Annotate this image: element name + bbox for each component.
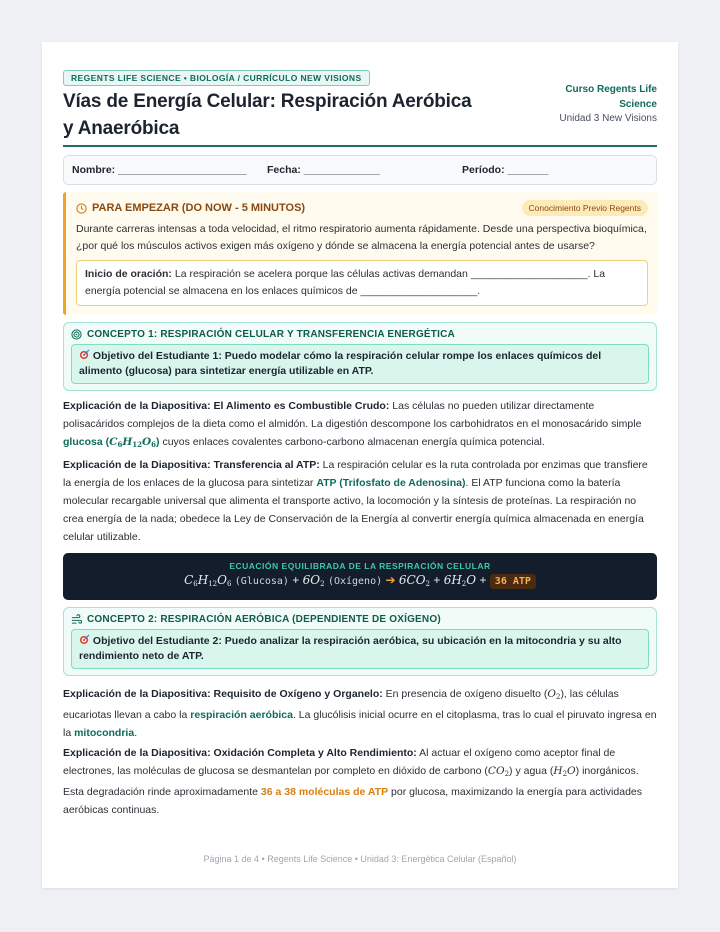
slide-2-heading: Explicación de la Diapositiva: Transferencia al ATP: bbox=[63, 459, 320, 471]
course-info bbox=[507, 82, 657, 142]
co2-formula: $CO_2$ bbox=[487, 765, 510, 778]
period-field[interactable]: Período: _______ bbox=[462, 164, 549, 176]
wind-icon bbox=[71, 614, 82, 625]
dart-target-icon bbox=[79, 349, 90, 360]
student-fields bbox=[63, 155, 657, 185]
slide-3-text-d: . bbox=[134, 727, 138, 739]
do-now-title-text: PARA EMPEZAR (DO NOW - 5 MINUTOS) bbox=[92, 202, 306, 214]
equation-label: ECUACIÓN EQUILIBRADA DE LA RESPIRACIÓN CELULAR bbox=[229, 561, 491, 571]
slide-4-text-b: ) y agua ( bbox=[509, 765, 554, 777]
objective-2-text: Objetivo del Estudiante 2: Puedo analizar la respiración aeróbica, su ubicación en la mitocondria y su alto rendimiento neto de ATP. bbox=[79, 635, 622, 662]
aerobic-respiration-term: respiración aeróbica bbox=[190, 709, 293, 721]
do-now-box bbox=[63, 192, 657, 315]
course-unit: Unidad 3 New Visions bbox=[559, 113, 657, 124]
eq-glucose-formula: $C_6H_{12}O_6$ bbox=[184, 573, 232, 588]
slide-3-heading: Explicación de la Diapositiva: Requisito de Oxígeno y Organelo: bbox=[63, 688, 383, 700]
concept-2-box bbox=[63, 607, 657, 676]
slide-1-text-a: Las células no pueden utilizar directamente polisacáridos complejos de la dieta como el almidón. La digestión descompone los carbohidratos en el monosacárido simple bbox=[63, 400, 642, 430]
slide-2-text-b: . El ATP funciona como la batería molecular recargable universal que alimenta el transporte activo, la locomoción y la síntesis de proteínas. La respiración no crea energía de la nada; obedece la Ley de Conservación de la Energía al convertir energía química almacenada en energía celular utilizable. bbox=[63, 477, 644, 543]
atp-term: ATP (Trifosfato de Adenosina) bbox=[316, 477, 466, 489]
concept-1-title-text: CONCEPTO 1: RESPIRACIÓN CELULAR Y TRANSFERENCIA ENERGÉTICA bbox=[87, 329, 455, 340]
slide-3-text-c: . La glucólisis inicial ocurre en el citoplasma, tras lo cual el piruvato ingresa en la bbox=[63, 709, 657, 739]
course-name-line2: Science bbox=[619, 99, 657, 110]
eq-oxygen-formula: $6O_2$ bbox=[302, 573, 325, 588]
sentence-starter[interactable] bbox=[76, 260, 648, 306]
course-name-line1: Curso Regents Life bbox=[565, 84, 657, 95]
respiration-equation-box bbox=[63, 553, 657, 600]
target-icon bbox=[71, 329, 82, 340]
slide-4-explanation bbox=[63, 744, 657, 819]
eq-glucose-name: (Glucosa) bbox=[234, 576, 289, 587]
page-footer: Página 1 de 4 • Regents Life Science • Unidad 3: Energética Celular (Español) bbox=[203, 854, 517, 864]
prior-knowledge-badge: Conocimiento Previo Regents bbox=[522, 200, 648, 216]
slide-1-text-b: cuyos enlaces covalentes carbono-carbono almacenan energía química potencial. bbox=[159, 436, 545, 448]
curriculum-tag: REGENTS LIFE SCIENCE • BIOLOGÍA / CURRÍCULO NEW VISIONS bbox=[63, 70, 370, 86]
slide-3-text-b: ), las células eucariotas llevan a cabo la bbox=[63, 688, 619, 721]
slide-2-text-a: La respiración celular es la ruta controlada por enzimas que transfiere la energía de los enlaces de la glucosa para sintetizar bbox=[63, 459, 648, 489]
starter-text: La respiración se acelera porque las células activas demandan ____________________. La energía potencial se almacena en los enlaces químicos de ____________________. bbox=[85, 268, 606, 297]
eq-water-formula: $6H_2O$ bbox=[443, 573, 477, 588]
do-now-prompt: Durante carreras intensas a toda velocidad, el ritmo respiratorio aumenta rápidamente. Desde una perspectiva bioquímica, ¿por qué los músculos activos exigen más oxígeno y dónde se almacena la energía potencial antes de usarse? bbox=[76, 223, 647, 252]
arrow-icon: ➔ bbox=[385, 573, 396, 587]
slide-3-explanation bbox=[63, 685, 657, 742]
objective-1 bbox=[71, 344, 649, 384]
concept-1-box bbox=[63, 322, 657, 391]
slide-3-text-a: En presencia de oxígeno disuelto ( bbox=[382, 688, 548, 700]
mitochondria-term: mitocondria bbox=[74, 727, 135, 739]
header-divider bbox=[63, 145, 657, 147]
objective-1-text: Objetivo del Estudiante 1: Puedo modelar cómo la respiración celular rompe los enlaces químicos del alimento (glucosa) para sintetizar energía utilizable en ATP. bbox=[79, 350, 602, 377]
glucose-term: glucosa $(C_6H_{12}O_6)$ bbox=[63, 436, 160, 449]
h2o-formula: $H_2O$ bbox=[553, 765, 576, 778]
slide-1-heading: Explicación de la Diapositiva: El Alimento es Combustible Crudo: bbox=[63, 400, 390, 412]
starter-label: Inicio de oración: bbox=[85, 268, 172, 280]
slide-4-text-d: por glucosa, maximizando la energía para actividades aeróbicas continuas. bbox=[63, 786, 643, 816]
worksheet-page bbox=[42, 42, 678, 888]
slide-4-text-a: Al actuar el oxígeno como aceptor final de electrones, las moléculas de glucosa se desmantelan por completo en dióxido de carbono ( bbox=[63, 747, 616, 777]
eq-co2-formula: $6CO_2$ bbox=[398, 573, 430, 588]
glucose-word: glucosa bbox=[63, 436, 103, 448]
page-title: Vías de Energía Celular: Respiración Aeróbica y Anaeróbica bbox=[63, 91, 472, 139]
concept-2-title bbox=[71, 614, 649, 625]
date-field[interactable]: Fecha: _____________ bbox=[267, 164, 380, 176]
objective-2 bbox=[71, 629, 649, 669]
do-now-title bbox=[76, 202, 305, 214]
name-field[interactable]: Nombre: ______________________ bbox=[72, 164, 247, 176]
dart-target-icon bbox=[79, 634, 90, 645]
concept-1-title bbox=[71, 329, 649, 340]
atp-yield: 36 a 38 moléculas de ATP bbox=[260, 786, 389, 798]
equation-body: $C_6H_{12}O_6$ $(Glucosa) + 6O_2$ (Oxígeno) ➔ $6CO_2 + 6H_2O + 36$ ATP bbox=[63, 573, 657, 589]
slide-4-text-c: ) inorgánicos. Esta degradación rinde aproximadamente bbox=[63, 765, 639, 798]
slide-2-explanation bbox=[63, 456, 657, 546]
slide-1-explanation bbox=[63, 397, 657, 454]
o2-formula: $O_2$ bbox=[547, 688, 561, 701]
glucose-formula: $C_6H_{12}O_6$ bbox=[109, 436, 157, 449]
eq-oxygen-name: (Oxígeno) bbox=[327, 576, 383, 587]
clock-icon bbox=[76, 203, 87, 214]
concept-2-title-text: CONCEPTO 2: RESPIRACIÓN AERÓBICA (DEPENDIENTE DE OXÍGENO) bbox=[87, 614, 441, 625]
slide-4-heading: Explicación de la Diapositiva: Oxidación Completa y Alto Rendimiento: bbox=[63, 747, 417, 759]
eq-atp-badge: 36 ATP bbox=[490, 574, 536, 589]
